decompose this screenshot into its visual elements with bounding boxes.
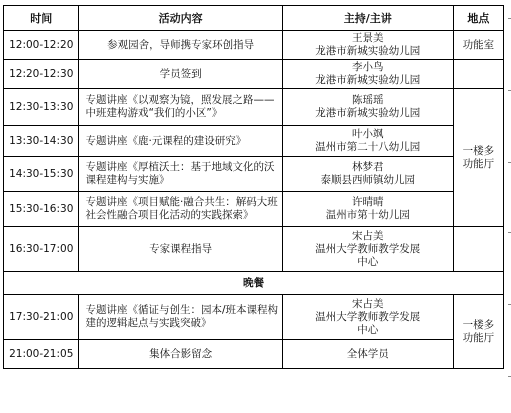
table-row xyxy=(4,89,504,126)
host-org: 龙港市新城实验幼儿园 xyxy=(315,107,421,119)
table-row xyxy=(4,60,504,89)
activity-cell: 专家课程指导 xyxy=(79,227,282,272)
location-label: 一楼多 xyxy=(462,318,495,331)
table-row xyxy=(4,126,504,157)
host-org: 龙港市新城实验幼儿园 xyxy=(315,45,421,57)
host-name: 林梦君 xyxy=(351,161,384,173)
time-cell: 12:00-12:20 xyxy=(4,31,79,60)
location-label: 功能室 xyxy=(462,38,495,51)
table-row xyxy=(4,295,504,340)
time-cell: 17:30-21:00 xyxy=(4,295,79,340)
location-label: 功能厅 xyxy=(462,157,495,170)
host-cell xyxy=(282,157,453,192)
activity-cell: 专题讲座《循证与创生：园本/班本课程构建的逻辑起点与实践突破》 xyxy=(79,295,282,340)
time-cell: 12:30-13:30 xyxy=(4,89,79,126)
location-label: 功能厅 xyxy=(462,331,495,344)
host-org: 泰顺县西师镇幼儿园 xyxy=(320,174,415,186)
activity-cell: 学员签到 xyxy=(79,60,282,89)
host-org: 龙港市新城实验幼儿园 xyxy=(315,74,421,86)
location-cell-empty xyxy=(453,227,503,272)
location-label: 一楼多 xyxy=(462,144,495,157)
host-org: 温州大学教师教学发展 xyxy=(315,310,421,323)
host-name: 王景美 xyxy=(351,32,384,44)
table-row xyxy=(4,227,504,272)
time-cell: 15:30-16:30 xyxy=(4,192,79,227)
host-name: 许晴晴 xyxy=(351,196,384,208)
activity-cell: 专题讲座《以观察为镜，照发展之路——中班建构游戏“我们的小区”》 xyxy=(79,89,282,126)
time-cell: 14:30-15:30 xyxy=(4,157,79,192)
activity-cell: 参观园舍，导师携专家环创指导 xyxy=(79,31,282,60)
header-host: 主持/主讲 xyxy=(282,6,453,31)
host-name: 叶小飒 xyxy=(351,128,384,140)
host-org: 温州市第十幼儿园 xyxy=(325,209,410,221)
host-name: 李小鸟 xyxy=(351,61,384,73)
host-cell xyxy=(282,227,453,272)
time-cell: 21:00-21:05 xyxy=(4,340,79,369)
location-cell xyxy=(453,89,503,227)
host-cell xyxy=(282,192,453,227)
header-row xyxy=(4,6,504,31)
location-cell xyxy=(453,295,503,369)
host-cell xyxy=(282,295,453,340)
header-time: 时间 xyxy=(4,6,79,31)
header-activity: 活动内容 xyxy=(79,6,282,31)
host-name: 宋占美 xyxy=(351,297,384,310)
activity-cell: 集体合影留念 xyxy=(79,340,282,369)
host-cell xyxy=(282,126,453,157)
host-cell xyxy=(282,31,453,60)
time-cell: 16:30-17:00 xyxy=(4,227,79,272)
host-org: 中心 xyxy=(357,255,379,268)
host-name: 陈瑶瑶 xyxy=(351,94,384,106)
host-org: 中心 xyxy=(357,323,379,336)
time-cell: 12:20-12:30 xyxy=(4,60,79,89)
table-row xyxy=(4,31,504,60)
table-row xyxy=(4,340,504,369)
table-row xyxy=(4,157,504,192)
dinner-row xyxy=(4,272,504,295)
activity-cell: 专题讲座《鹿·元课程的建设研究》 xyxy=(79,126,282,157)
host-name: 宋占美 xyxy=(351,229,384,242)
time-cell: 13:30-14:30 xyxy=(4,126,79,157)
dinner-label: 晚餐 xyxy=(4,272,504,295)
schedule-table xyxy=(3,5,504,369)
location-cell xyxy=(453,31,503,60)
host-org: 温州市第二十八幼儿园 xyxy=(315,141,421,153)
header-location: 地点 xyxy=(453,6,503,31)
host-cell xyxy=(282,340,453,369)
host-cell xyxy=(282,60,453,89)
activity-cell: 专题讲座《项目赋能·融合共生：解码大班社会性融合项目化活动的实践探索》 xyxy=(79,192,282,227)
activity-cell: 专题讲座《厚植沃土：基于地域文化的沃课程建构与实施》 xyxy=(79,157,282,192)
table-row xyxy=(4,192,504,227)
host-org: 温州大学教师教学发展 xyxy=(315,242,421,255)
host-cell xyxy=(282,89,453,126)
location-cell-empty xyxy=(453,60,503,89)
host-name: 全体学员 xyxy=(346,347,389,360)
